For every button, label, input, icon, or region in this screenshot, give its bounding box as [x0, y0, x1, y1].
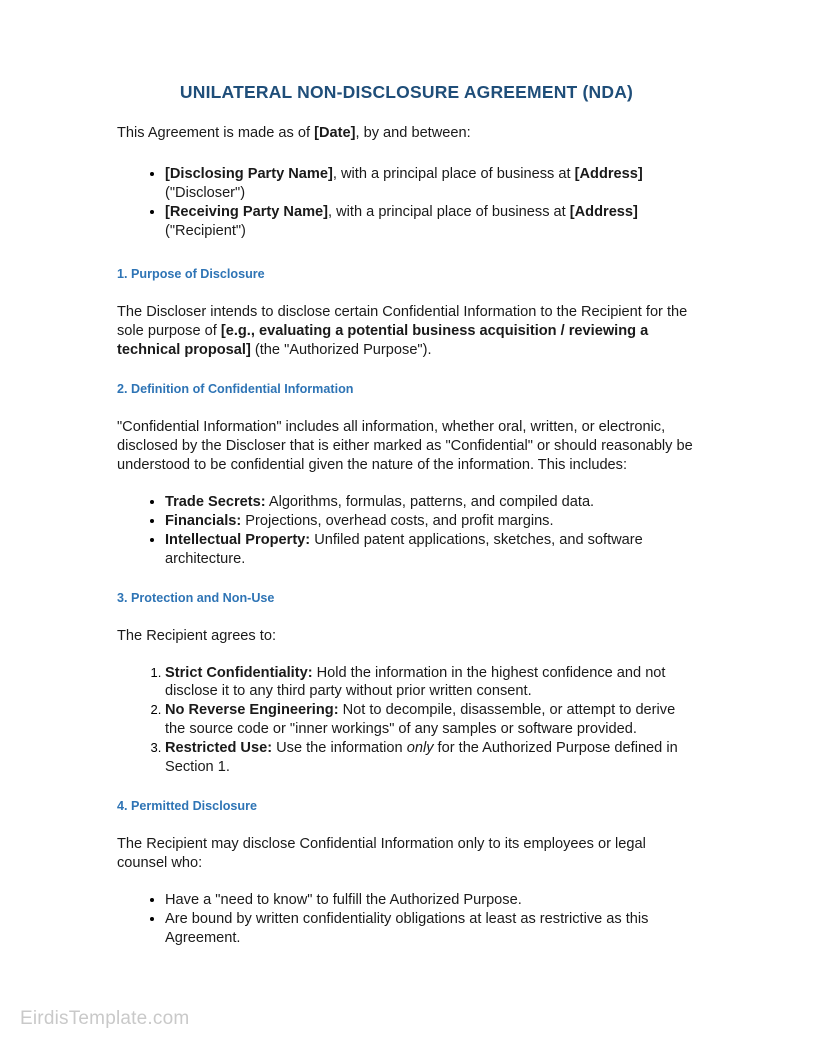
party-middle-text: , with a principal place of business at [328, 203, 570, 220]
confidential-info-list [117, 493, 693, 569]
item-text-after-italic: for the Authorized Purpose defined in Section 1. [165, 740, 678, 776]
list-item [165, 493, 693, 512]
item-text: Not to decompile, disassemble, or attempt to derive the source code or "inner workings" of any samples or software provided. [165, 702, 676, 738]
receiving-party-placeholder: [Receiving Party Name] [165, 203, 329, 220]
intro-text-after: , by and between: [355, 125, 471, 141]
section-heading-definition: 2. Definition of Confidential Information [117, 381, 354, 396]
item-label: Strict Confidentiality: [165, 664, 313, 681]
permitted-disclosure-list [117, 891, 693, 948]
list-item: • Have a "need to know" to fulfill the Authorized Purpose. [165, 891, 693, 910]
list-item [165, 203, 693, 241]
party-middle-text: , with a principal place of business at [332, 165, 575, 182]
watermark: EirdisTemplate.com [20, 1008, 190, 1029]
section-1-text-part2: (the "Authorized Purpose"). [250, 341, 432, 358]
list-item [165, 739, 693, 777]
page-title: UNILATERAL NON-DISCLOSURE AGREEMENT (NDA) [179, 82, 634, 102]
item-emphasis: only [406, 740, 434, 757]
section-4-paragraph: The Recipient may disclose Confidential Information only to its employees or legal counsel who: [117, 836, 646, 872]
section-heading-purpose: 1. Purpose of Disclosure [117, 266, 265, 281]
section-1-paragraph [117, 303, 693, 360]
item-text: Hold the information in the highest confidence and not disclose it to any third party without prior written consent. [165, 664, 666, 700]
list-item: • Are bound by written confidentiality obligations at least as restrictive as this Agreement. [165, 910, 693, 948]
date-placeholder: [Date] [314, 125, 356, 141]
intro-text-before: This Agreement is made as of [117, 125, 315, 141]
list-item [165, 664, 693, 702]
disclosing-party-placeholder: [Disclosing Party Name] [165, 165, 333, 182]
item-label: Trade Secrets: [165, 493, 266, 510]
disclosing-party-address-placeholder: [Address] [574, 165, 643, 182]
item-text: Algorithms, formulas, patterns, and compiled data. [265, 493, 595, 510]
section-1-text-part1: The Discloser intends to disclose certain Confidential Information to the Recipient for the sole purpose of [117, 303, 688, 339]
list-item [165, 512, 693, 531]
section-heading-permitted-disclosure: 4. Permitted Disclosure [117, 799, 257, 814]
section-heading-protection: 3. Protection and Non-Use [117, 590, 275, 605]
item-text: Unfiled patent applications, sketches, and software architecture. [165, 531, 643, 567]
recipient-obligations-list [117, 664, 693, 778]
recipient-role-label: ("Recipient") [165, 222, 246, 239]
item-text: Projections, overhead costs, and profit margins. [241, 512, 554, 529]
discloser-role-label: ("Discloser") [165, 184, 246, 201]
section-2-paragraph: "Confidential Information" includes all information, whether oral, written, or electronic, disclosed by the Discloser that is either marked as "Confidential" or should reasonably be understood to be confidential given the nature of the information. This includes: [117, 418, 693, 473]
document-body [117, 124, 693, 948]
list-item [165, 701, 693, 739]
intro-paragraph [117, 124, 693, 143]
parties-list [117, 165, 693, 241]
item-label: No Reverse Engineering: [165, 702, 339, 719]
item-text-before-italic: Use the information [272, 740, 407, 757]
receiving-party-address-placeholder: [Address] [569, 203, 638, 220]
list-item [165, 165, 693, 203]
authorized-purpose-placeholder: [e.g., evaluating a potential business acquisition / reviewing a technical proposal] [117, 322, 649, 358]
item-label: Intellectual Property: [165, 531, 311, 548]
section-3-paragraph: The Recipient agrees to: [117, 627, 276, 644]
item-label: Restricted Use: [165, 740, 273, 757]
list-item [165, 531, 693, 569]
item-label: Financials: [165, 512, 242, 529]
